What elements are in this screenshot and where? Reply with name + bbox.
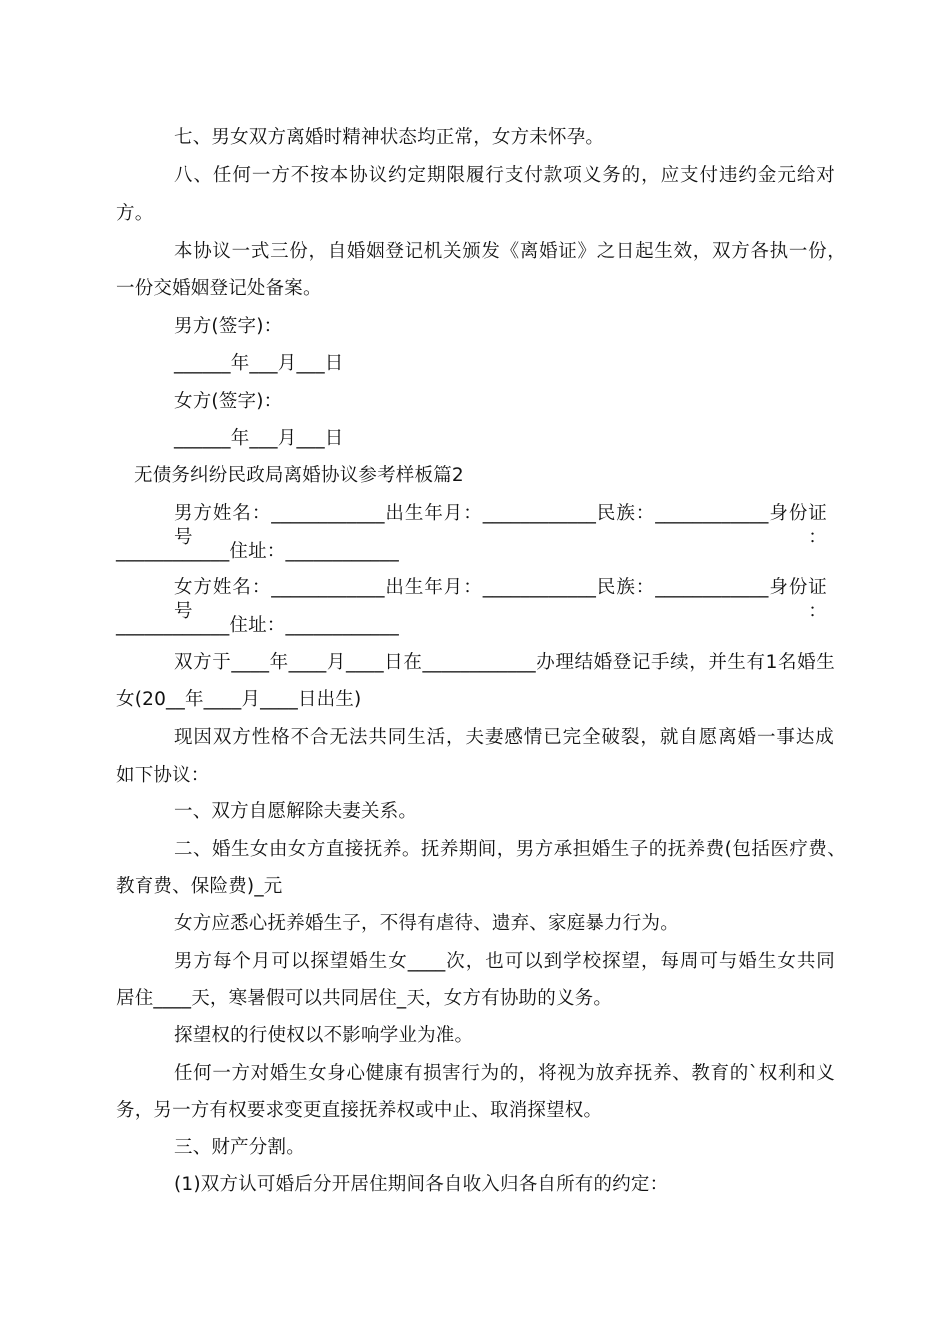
clause-7: 七、男女双方离婚时精神状态均正常，女方未怀孕。 — [174, 127, 605, 148]
visitation-rule: 探望权的行使权以不影响学业为准。 — [174, 1025, 474, 1046]
property-item-1: (1)双方认可婚后分开居住期间各自收入归各自所有的约定： — [174, 1174, 669, 1195]
harm-line-2: 务，另一方有权要求变更直接抚养权或中止、取消探望权。 — [116, 1100, 603, 1121]
female-signature-date: ______年___月___日 — [174, 428, 344, 449]
male-signature-date: ______年___月___日 — [174, 353, 344, 374]
visitation-line-1: 男方每个月可以探望婚生女____次，也可以到学校探望，每周可与婚生女共同 — [174, 951, 835, 972]
reason-line-1: 现因双方性格不合无法共同生活，夫妻感情已完全破裂，就自愿离婚一事达成 — [174, 727, 834, 748]
male-info-line-1: 男方姓名：____________出生年月：____________民族：____________身份证号： — [174, 503, 827, 548]
visitation-line-2: 居住____天，寒暑假可以共同居住_天，女方有协助的义务。 — [116, 988, 613, 1009]
female-info-line-1: 女方姓名：____________出生年月：____________民族：____________身份证号： — [174, 577, 827, 622]
marriage-line-2: 女(20__年____月____日出生) — [116, 689, 362, 710]
validity-line-2: 一份交婚姻登记处备案。 — [116, 278, 322, 299]
female-signature-label: 女方(签字)： — [174, 391, 283, 412]
article-2-line-2: 教育费、保险费)_元 — [116, 876, 283, 897]
harm-line-1: 任何一方对婚生女身心健康有损害行为的，将视为放弃抚养、教育的`权利和义 — [174, 1063, 835, 1084]
article-3: 三、财产分割。 — [174, 1137, 305, 1158]
clause-8-line-1: 八、任何一方不按本协议约定期限履行支付款项义务的，应支付违约金元给对 — [174, 165, 835, 186]
article-2-line-1: 二、婚生女由女方直接抚养。抚养期间，男方承担婚生子的抚养费(包括医疗费、 — [174, 839, 846, 860]
article-1: 一、双方自愿解除夫妻关系。 — [174, 801, 418, 822]
section-title: 无债务纠纷民政局离婚协议参考样板篇2 — [134, 465, 464, 486]
male-info-line-2: ____________住址：____________ — [116, 541, 399, 562]
reason-line-2: 如下协议： — [116, 765, 210, 786]
male-signature-label: 男方(签字)： — [174, 316, 283, 337]
marriage-line-1: 双方于____年____月____日在____________办理结婚登记手续，并生有1名婚生 — [174, 652, 835, 673]
clause-8-line-2: 方。 — [116, 203, 154, 224]
custody-duty: 女方应悉心抚养婚生子，不得有虐待、遗弃、家庭暴力行为。 — [174, 913, 679, 934]
validity-line-1: 本协议一式三份，自婚姻登记机关颁发《离婚证》之日起生效，双方各执一份， — [174, 241, 846, 262]
female-info-line-2: ____________住址：____________ — [116, 615, 399, 636]
